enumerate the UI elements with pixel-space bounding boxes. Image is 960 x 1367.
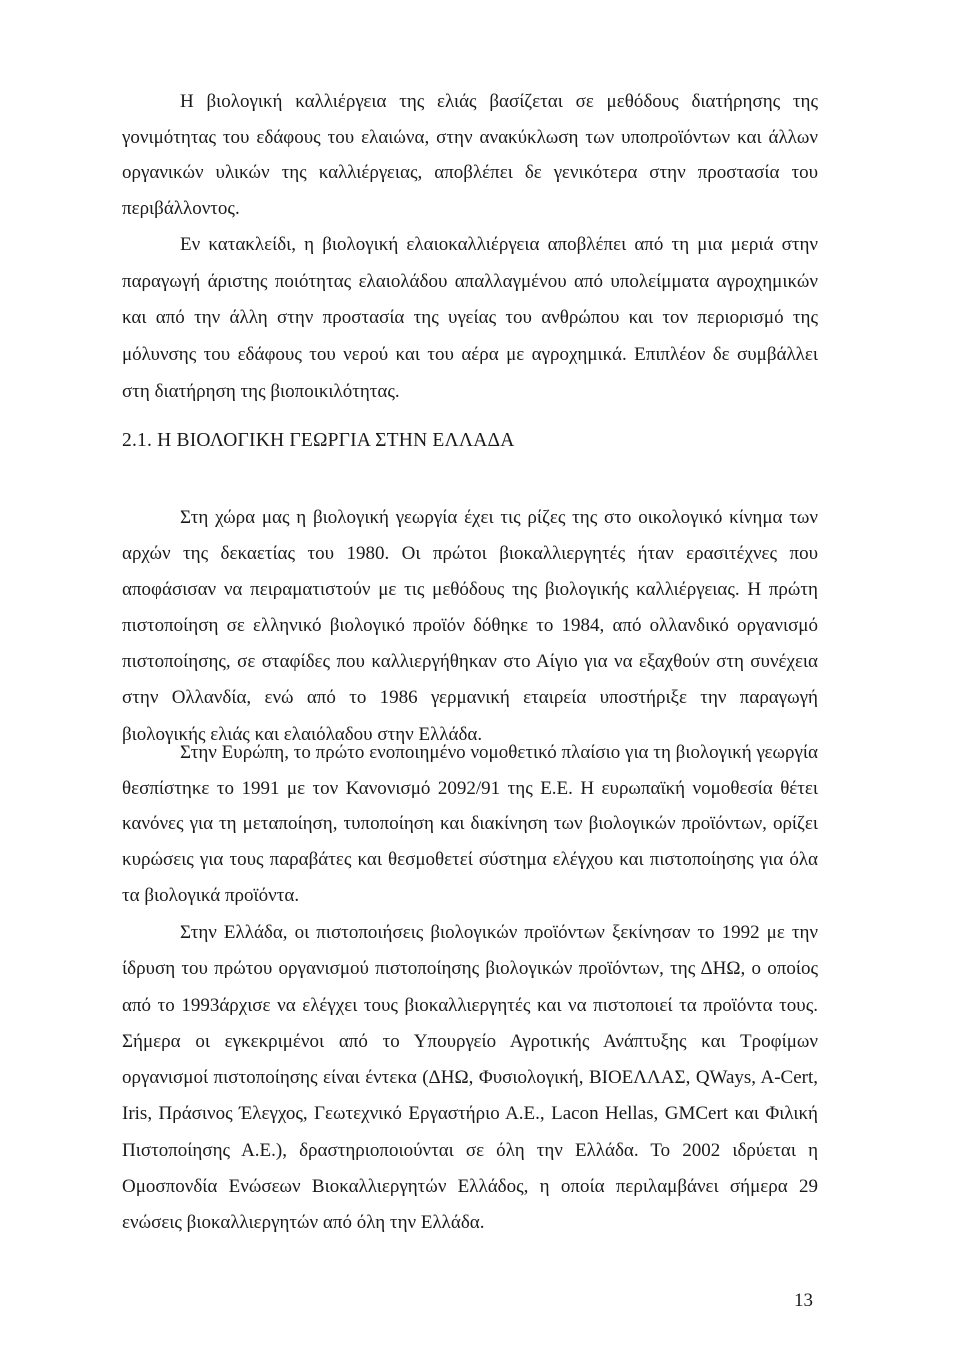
page-number: 13 [794, 1290, 813, 1311]
paragraph-conclusion: Εν κατακλείδι, η βιολογική ελαιοκαλλιέργεια αποβλέπει από τη μια μεριά στην παραγωγή άριστης ποιότητας ελαιολάδου απαλλαγμένου από υπολείμματα αγροχημικών και από την άλλη στην προστασία της υγείας του ανθρώπου και τον περιορισμό της μόλυνσης του εδάφους του νερού και του αέρα με αγροχημικά. Επιπλέον δε συμβάλλει στη διατήρηση της βιοποικιλότητας. [122, 234, 818, 402]
section-heading: 2.1. Η ΒΙΟΛΟΓΙΚΗ ΓΕΩΡΓΙΑ ΣΤΗΝ ΕΛΛΑΔΑ [122, 430, 515, 451]
paragraph-european-legislation: Στην Ευρώπη, το πρώτο ενοποιημένο νομοθετικό πλαίσιο για τη βιολογική γεωργία θεσπίστηκε το 1991 με τον Κανονισμό 2092/91 της Ε.Ε. Η ευρωπαϊκή νομοθεσία θέτει κανόνες για τη μεταποίηση, τυποποίηση και διακίνηση των βιολογικών προϊόντων, ορίζει κυρώσεις για τους παραβάτες και θεσμοθετεί σύστημα ελέγχου και πιστοποίησης για όλα τα βιολογικά προϊόντα. [122, 742, 818, 906]
paragraph-certification-greece: Στην Ελλάδα, οι πιστοποιήσεις βιολογικών προϊόντων ξεκίνησαν το 1992 με την ίδρυση του πρώτου οργανισμού πιστοποίησης βιολογικών προϊόντων, της ΔΗΩ, ο οποίος από το 1993άρχισε να ελέγχει τους βιοκαλλιεργητές και να πιστοποιεί τα προϊόντα τους. Σήμερα οι εγκεκριμένοι από το Υπουργείο Αγροτικής Ανάπτυξης και Τροφίμων οργανισμοί πιστοποίησης είναι έντεκα (ΔΗΩ, Φυσιολογική, ΒΙΟΕΛΛΑΣ, QWays, A-Cert, Iris, Πράσινος Έλεγχος, Γεωτεχνικό Εργαστήριο Α.Ε., Lacon Hellas, GMCert και Φιλική Πιστοποίησης Α.Ε.), δραστηριοποιούνται σε όλη την Ελλάδα. Το 2002 ιδρύεται η Ομοσπονδία Ενώσεων Βιοκαλλιεργητών Ελλάδος, η οποία περιλαμβάνει σήμερα 29 ενώσεις βιοκαλλιεργητών από όλη την Ελλάδα. [122, 922, 818, 1234]
paragraph-history-greece: Στη χώρα μας η βιολογική γεωργία έχει τις ρίζες της στο οικολογικό κίνημα των αρχών της δεκαετίας του 1980. Οι πρώτοι βιοκαλλιεργητές ήταν ερασιτέχνες που αποφάσισαν να πειραματιστούν με τις μεθόδους της βιολογικής καλλιέργειας. Η πρώτη πιστοποίηση σε ελληνικό βιολογικό προϊόν δόθηκε το 1984, από ολλανδικό οργανισμό πιστοποίησης, σε σταφίδες που καλλιεργήθηκαν στο Αίγιο για να εξαχθούν στη συνέχεια στην Ολλανδία, ενώ από το 1986 γερμανική εταιρεία υποστήριξε την παραγωγή βιολογικής ελιάς και ελαιόλαδου στην Ελλάδα. [122, 507, 818, 745]
paragraph-organic-olive-cultivation: Η βιολογική καλλιέργεια της ελιάς βασίζεται σε μεθόδους διατήρησης της γονιμότητας του εδάφους του ελαιώνα, στην ανακύκλωση των υποπροϊόντων και άλλων οργανικών υλικών της καλλιέργειας, αποβλέπει δε γενικότερα στην προστασία του περιβάλλοντος. [122, 91, 818, 220]
